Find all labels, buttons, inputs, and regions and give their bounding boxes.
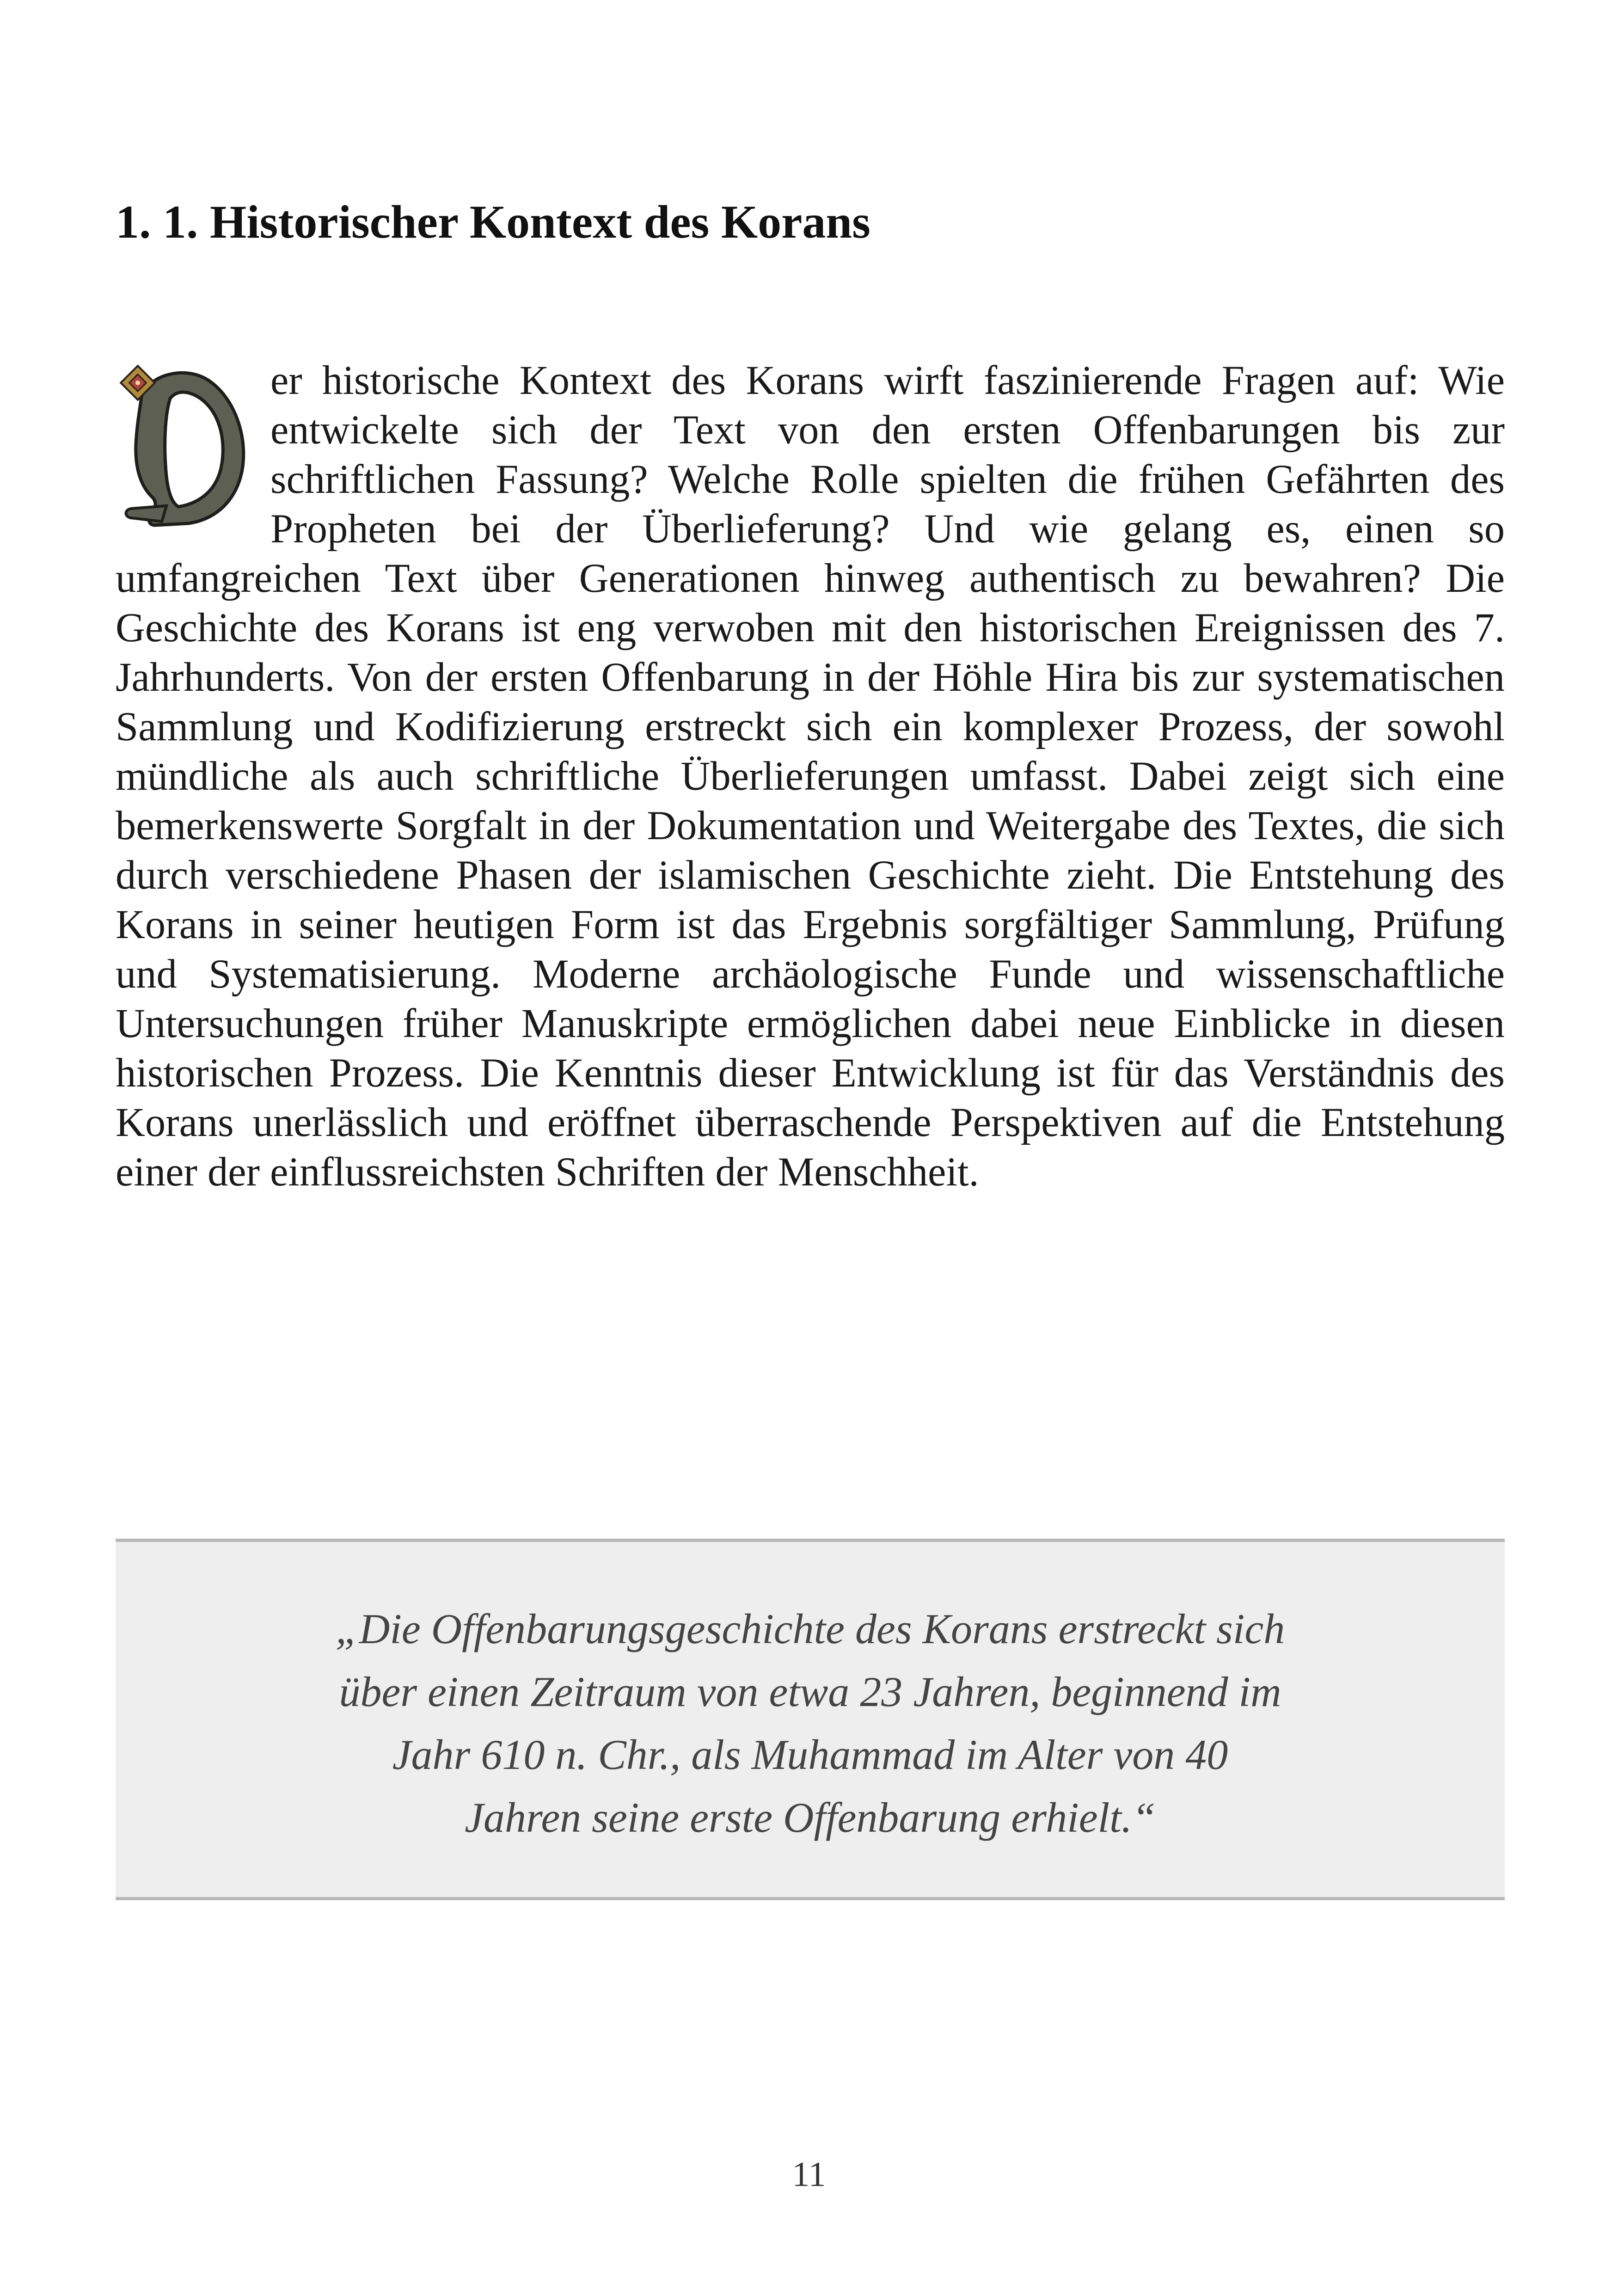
pull-quote <box>209 1597 1411 1849</box>
body-text-content: er historische Kontext des Korans wirft faszinierende Fragen auf: Wie entwickelte sich der Text von den ersten Offenbarungen bis zur schriftlichen Fassung? Welche Rolle spielten die frühen Gefährten des Propheten bei der Überlieferung? Und wie gelang es, einen so umfangreichen Text über Generationen hinweg authentisch zu bewahren? Die Geschichte des Korans ist eng verwoben mit den historischen Ereignissen des 7. Jahrhunderts. Von der ersten Offenbarung in der Höhle Hira bis zur systematischen Sammlung und Kodifizierung erstreckt sich ein komplexer Prozess, der sowohl mündliche als auch schriftliche Überlieferungen umfasst. Dabei zeigt sich eine bemerkenswerte Sorgfalt in der Dokumentation und Weitergabe des Textes, die sich durch verschiedene Phasen der islamischen Geschichte zieht. Die Entstehung des Korans in seiner heutigen Form ist das Ergebnis sorgfältiger Sammlung, Prüfung und Systematisierung. Moderne archäologische Funde und wissenschaftliche Untersuchungen früher Manuskripte ermöglichen dabei neue Einblicke in diesen historischen Prozess. Die Kenntnis dieser Entwicklung ist für das Verständnis des Korans unerlässlich und eröffnet überraschende Perspektiven auf die Entstehung einer der einflussreichsten Schriften der Menschheit. <box>116 358 1505 1195</box>
dropcap-initial <box>116 356 257 546</box>
dropcap-shape <box>136 373 244 525</box>
pull-quote-box <box>116 1539 1505 1900</box>
section-heading: 1. 1. Historischer Kontext des Korans <box>116 196 870 248</box>
quote-line: über einen Zeitraum von etwa 23 Jahren, beginnend im <box>339 1668 1281 1715</box>
quote-line: „Die Offenbarungsgeschichte des Korans erstreckt sich <box>335 1605 1285 1652</box>
ornamental-d-icon <box>111 356 259 541</box>
quote-line: Jahren seine erste Offenbarung erhielt.“ <box>465 1794 1156 1841</box>
body-paragraph <box>116 356 1505 1197</box>
quote-line: Jahr 610 n. Chr., als Muhammad im Alter von 40 <box>392 1731 1228 1778</box>
page-number: 11 <box>792 2155 826 2194</box>
